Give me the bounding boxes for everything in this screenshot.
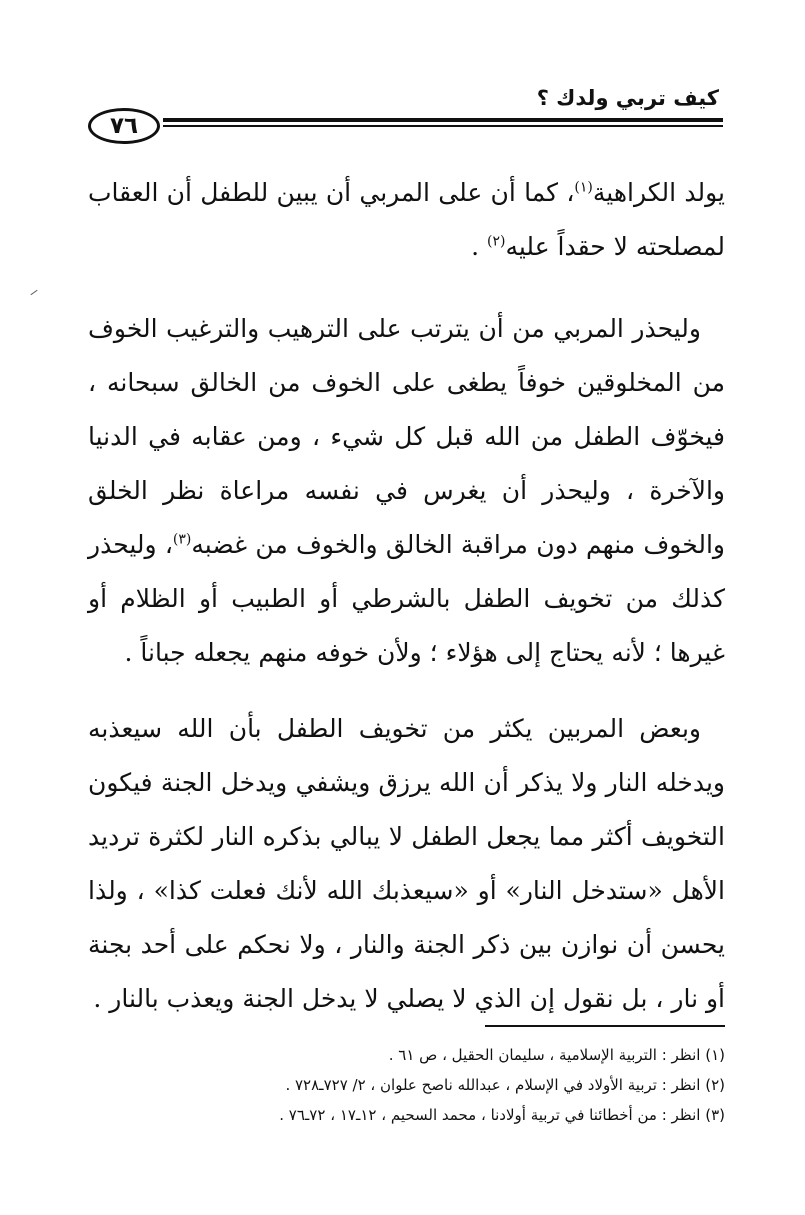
footnotes [165,1040,725,1130]
footnote-separator [485,1025,725,1027]
page-header [88,80,723,150]
body-text [88,166,725,1048]
footnote-ref-2: (٢) [487,233,506,250]
paragraph-1-part-3: . [471,232,487,261]
paragraph-2-part-1: وليحذر المربي من أن يترتب على الترهيب والترغيب الخوف من المخلوقين خوفاً يطغى على الخوف من الخالق سبحانه ، فيخوّف الطفل من الله قبل كل شيء ، ومن عقابه في الدنيا والآخرة ، وليحذر أن يغرس في نفسه مراعاة نظر الخلق والخوف منهم دون مراقبة الخالق والخوف من غضبه [88,314,725,559]
footnote-1: (١) انظر : التربية الإسلامية ، سليمان الحقيل ، ص ٦١ . [388,1046,725,1064]
running-title: كيف تربي ولدك ؟ [536,86,719,110]
paragraph-3: وبعض المربين يكثر من تخويف الطفل بأن الله سيعذبه ويدخله النار ولا يذكر أن الله يرزق ويشفي ويدخل الجنة فيكون التخويف أكثر مما يجعل الطفل لا يبالي بذكره النار لكثرة ترديد الأهل «ستدخل النار» أو «سيعذبك الله لأنك فعلت كذا» ، ولذا يحسن أن نوازن بين ذكر الجنة والنار ، ولا نحكم على أحد بجنة أو نار ، بل نقول إن الذي لا يصلي لا يدخل الجنة ويعذب بالنار . [88,714,725,1013]
stray-mark [30,290,37,295]
footnote-3: (٣) انظر : من أخطائنا في تربية أولادنا ، محمد السحيم ، ١٢ـ١٧ ، ٧٢ـ٧٦ . [279,1106,725,1124]
footnote-ref-1: (١) [574,179,593,196]
paragraph-1 [88,166,725,274]
footnote-ref-3: (٣) [172,531,192,548]
page-number: ٧٦ [109,112,139,139]
page-number-badge [88,108,160,144]
footnote-2: (٢) انظر : تربية الأولاد في الإسلام ، عبدالله ناصح علوان ، ٢/ ٧٢٧ـ٧٢٨ . [285,1076,725,1094]
paragraph-2 [88,302,725,680]
paragraph-1-part-2: ، كما أن على المربي أن يبين للطفل أن العقاب لمصلحته لا حقداً عليه [88,178,725,261]
header-rule-thin [163,125,723,127]
paragraph-1-part-1: يولد الكراهية [592,178,725,207]
paragraph-2-part-2: ، وليحذر كذلك من تخويف الطفل بالشرطي أو الطبيب أو الظلام أو غيرها ؛ لأنه يحتاج إلى هؤلاء ؛ ولأن خوفه منهم يجعله جباناً . [88,530,725,667]
header-rule-thick [163,118,723,122]
